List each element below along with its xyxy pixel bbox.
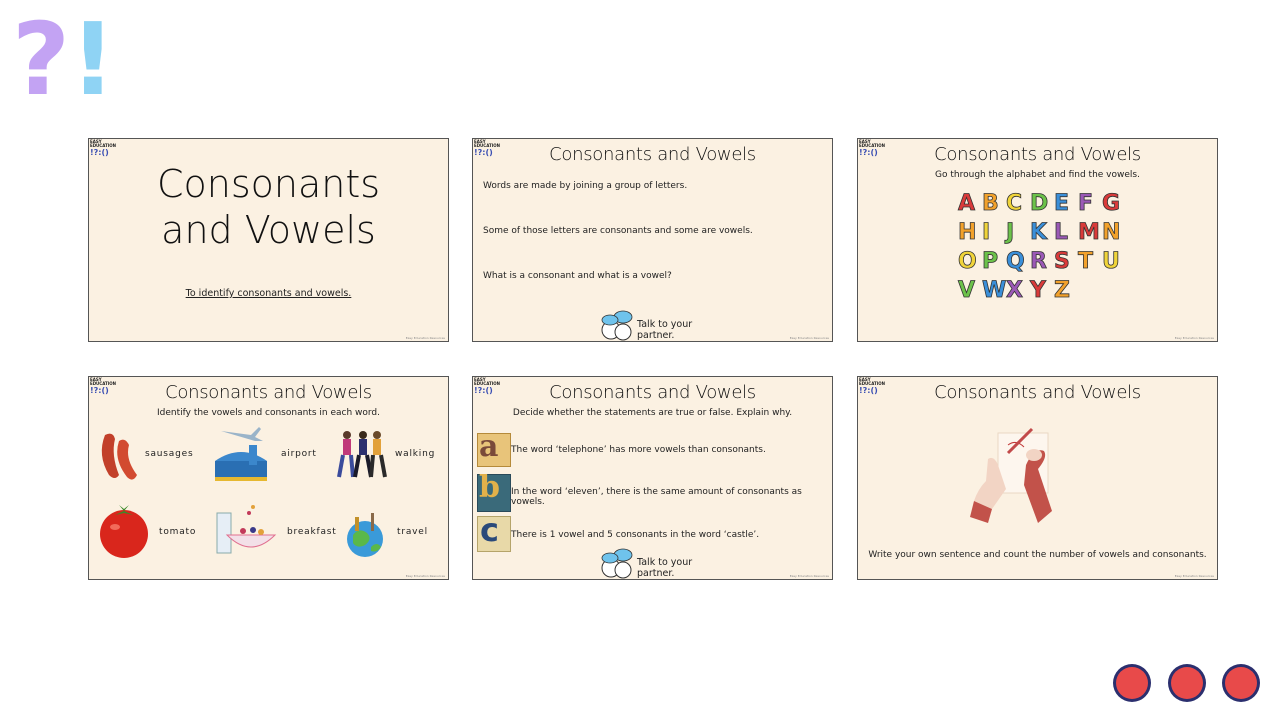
alphabet-letter-v: V: [958, 278, 976, 303]
alphabet-letter-b: B: [982, 191, 999, 216]
slide-title: Consonants and Vowels: [549, 144, 756, 165]
nav-dot-1[interactable]: [1113, 664, 1151, 702]
talk-to-partner: [597, 309, 717, 339]
word-tomato: tomato: [159, 527, 197, 537]
footer-credit: Easy Education Resources: [789, 336, 829, 340]
slide-thumbnail-3[interactable]: [857, 138, 1218, 342]
instruction: Decide whether the statements are true or false. Explain why.: [512, 408, 793, 418]
alphabet-letter-d: D: [1030, 191, 1049, 216]
statement-a: The word ‘telephone’ has more vowels than consonants.: [511, 445, 766, 455]
alphabet-letter-n: N: [1102, 220, 1121, 245]
footer-credit: Easy Education Resources: [789, 574, 829, 578]
slide-title: Consonants and Vowels: [156, 162, 381, 252]
alphabet-letter-h: H: [958, 220, 977, 245]
word-airport: airport: [281, 449, 317, 459]
brand-logo: EASY EDUCATION !?:(): [859, 377, 885, 395]
walking-people-icon: [333, 427, 389, 487]
travel-globe-icon: [343, 509, 387, 559]
speech-bubbles-icon: [597, 309, 637, 341]
slide-title: Consonants and Vowels: [934, 382, 1141, 403]
airport-icon: [211, 423, 271, 485]
statement-c: There is 1 vowel and 5 consonants in the word ‘castle’.: [511, 530, 760, 540]
slide-thumbnail-1[interactable]: [88, 138, 449, 342]
footer-credit: Easy Education Resources: [1174, 574, 1214, 578]
letter-a-marker-text: a: [479, 429, 499, 464]
alphabet-letter-z: Z: [1054, 278, 1070, 303]
alphabet-letter-e: E: [1054, 191, 1070, 216]
alphabet-grid: [958, 191, 1138, 311]
instruction: Write your own sentence and count the number of vowels and consonants.: [868, 550, 1207, 560]
statement-b: In the word ‘eleven’, there is the same amount of consonants as vowels.: [511, 487, 802, 507]
learning-objective: To identify consonants and vowels.: [185, 288, 352, 299]
word-sausages: sausages: [145, 449, 194, 459]
talk-label: Talk to your partner.: [637, 557, 693, 579]
alphabet-letter-m: M: [1078, 220, 1100, 245]
footer-credit: Easy Education Resources: [405, 336, 445, 340]
exclamation-mark-glyph: !: [70, 6, 116, 106]
alphabet-letter-y: Y: [1030, 278, 1046, 303]
footer-credit: Easy Education Resources: [1174, 336, 1214, 340]
slide-thumbnail-2[interactable]: [472, 138, 833, 342]
footer-credit: Easy Education Resources: [405, 574, 445, 578]
slide-title: Consonants and Vowels: [934, 144, 1141, 165]
alphabet-letter-t: T: [1078, 249, 1094, 274]
nav-dot-2[interactable]: [1168, 664, 1206, 702]
body-line-2: Some of those letters are consonants and some are vowels.: [483, 226, 753, 236]
alphabet-letter-l: L: [1054, 220, 1069, 245]
word-breakfast: breakfast: [287, 527, 337, 537]
brand-logo: EASY EDUCATION !?:(): [859, 139, 885, 157]
question-exclamation-decoration: [12, 6, 122, 106]
alphabet-letter-a: A: [958, 191, 976, 216]
alphabet-letter-j: J: [1006, 220, 1015, 245]
alphabet-letter-c: C: [1006, 191, 1023, 216]
writing-hands-illustration: [968, 425, 1068, 525]
brand-logo: EASY EDUCATION !?:(): [90, 377, 116, 395]
slide-thumbnail-4[interactable]: [88, 376, 449, 580]
alphabet-letter-u: U: [1102, 249, 1120, 274]
sausages-icon: [95, 425, 145, 485]
alphabet-letter-x: X: [1006, 278, 1023, 303]
talk-label: Talk to your partner.: [637, 319, 693, 341]
letter-c-marker-text: c: [480, 511, 499, 549]
instruction: Identify the vowels and consonants in each word.: [156, 408, 380, 418]
body-line-3: What is a consonant and what is a vowel?: [483, 271, 672, 281]
word-walking: walking: [395, 449, 436, 459]
alphabet-letter-r: R: [1030, 249, 1047, 274]
brand-logo: EASY EDUCATION !?:(): [474, 139, 500, 157]
brand-logo: EASY EDUCATION !?:(): [474, 377, 500, 395]
alphabet-letter-i: I: [982, 220, 991, 245]
slide-thumbnail-5[interactable]: [472, 376, 833, 580]
tomato-icon: [97, 503, 151, 559]
alphabet-letter-k: K: [1030, 220, 1048, 245]
alphabet-letter-w: W: [982, 278, 1007, 303]
breakfast-icon: [213, 503, 277, 561]
alphabet-letter-f: F: [1078, 191, 1094, 216]
body-line-1: Words are made by joining a group of letters.: [483, 181, 688, 191]
slide-thumbnail-6[interactable]: [857, 376, 1218, 580]
word-travel: travel: [397, 527, 428, 537]
slide-title: Consonants and Vowels: [549, 382, 756, 403]
talk-to-partner: [597, 547, 717, 577]
alphabet-letter-o: O: [958, 249, 977, 274]
letter-b-marker-text: b: [479, 470, 500, 505]
question-mark-glyph: ?: [12, 6, 71, 106]
speech-bubbles-icon: [597, 547, 637, 579]
alphabet-letter-s: S: [1054, 249, 1070, 274]
instruction: Go through the alphabet and find the vowels.: [935, 170, 1140, 180]
alphabet-letter-q: Q: [1006, 249, 1025, 274]
alphabet-letter-p: P: [982, 249, 999, 274]
brand-logo: EASY EDUCATION !?:(): [90, 139, 116, 157]
nav-dot-3[interactable]: [1222, 664, 1260, 702]
alphabet-letter-g: G: [1102, 191, 1121, 216]
slide-title: Consonants and Vowels: [165, 382, 372, 403]
